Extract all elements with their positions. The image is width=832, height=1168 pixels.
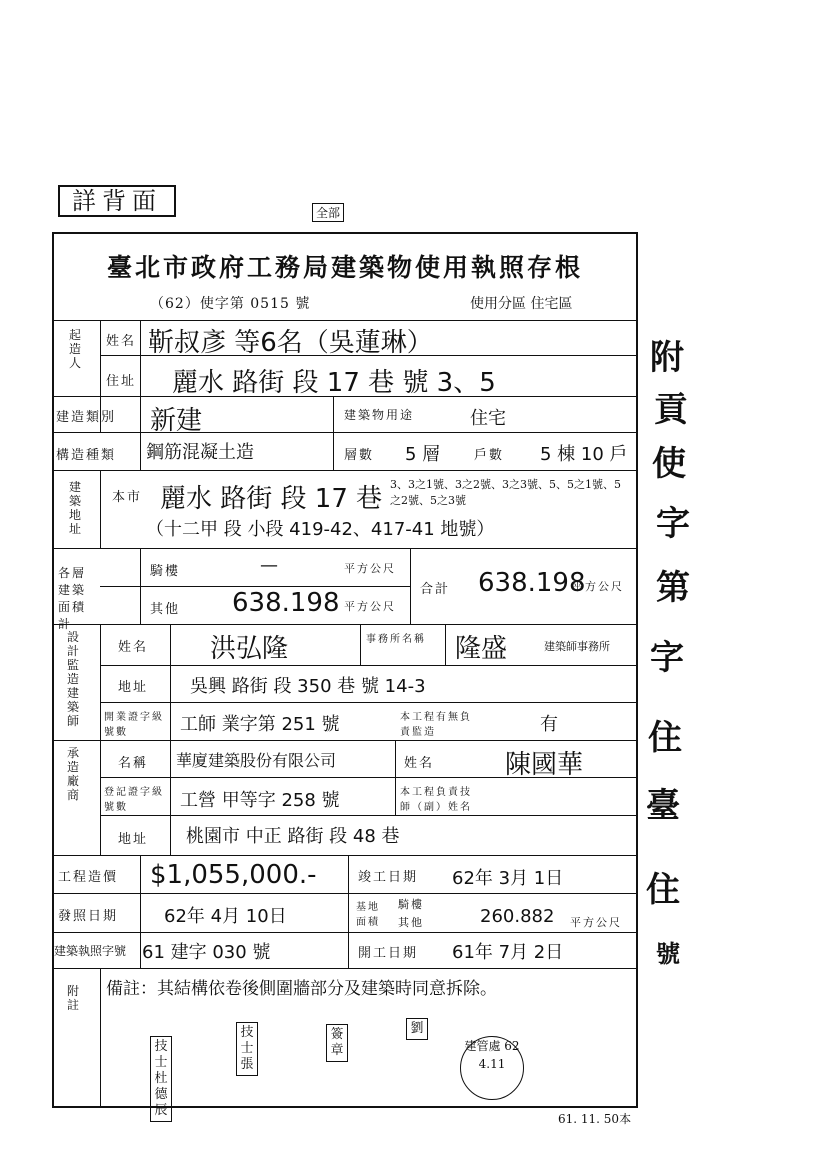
permit-value: 61 建字 030 號 (142, 942, 271, 963)
side-char-3: 使 (652, 444, 686, 484)
total-value: 638.198 (478, 568, 586, 598)
other-unit: 平方公尺 (344, 600, 396, 613)
corner-mark: 全部 (312, 203, 344, 222)
cost-label: 工程造價 (58, 870, 119, 885)
form-title: 臺北市政府工務局建築物使用執照存根 (106, 253, 583, 282)
office-value: 隆盛 (455, 634, 508, 664)
round-seal: 建管處 62 4.11 (460, 1036, 524, 1100)
seal-2: 技士張 (236, 1022, 258, 1076)
build-type-value: 新建 (150, 406, 203, 436)
permit-label: 建築執照字號 (54, 944, 127, 958)
designer-address: 吳興 路街 段 350 巷 號 14-3 (190, 676, 426, 697)
contractor-name: 華廈建築股份有限公司 (176, 751, 337, 770)
contractor-section: 承造廠商 (66, 746, 79, 802)
build-type-label: 建造類別 (56, 410, 117, 425)
arcade-value: — (260, 555, 278, 576)
site-numbers: 3、3之1號、3之2號、3之3號、5、5之1號、5之2號、5之3號 (390, 478, 621, 507)
floors-label: 層數 (344, 448, 375, 463)
seal-1: 技士杜德辰 (150, 1036, 172, 1122)
footer-code: 61. 11. 50本 (558, 1112, 632, 1126)
note-value: 備註：其結構依卷後側圍牆部分及建築時同意拆除。 (106, 979, 497, 999)
households-label: 戶數 (474, 448, 505, 463)
other-value: 638.198 (232, 588, 340, 618)
person-label: 姓名 (404, 756, 435, 771)
arcade-unit: 平方公尺 (344, 562, 396, 575)
open-label: 開工日期 (358, 946, 419, 961)
contractor-address: 桃園市 中正 路街 段 48 巷 (186, 826, 400, 847)
site-road: 麗水 路街 段 17 巷 (160, 484, 383, 514)
base-unit: 平方公尺 (570, 916, 622, 929)
total-label: 合計 (420, 582, 451, 597)
other-label: 其他 (150, 602, 181, 617)
construct-value: 鋼筋混凝土造 (146, 442, 254, 463)
note-section: 附註 (66, 984, 79, 1012)
site-section: 建築地址 (68, 480, 81, 536)
households-value: 5 棟 10 戶 (540, 444, 628, 465)
address-label: 住址 (106, 374, 137, 389)
site-plot: （十二甲 段 小段 419-42、417-41 地號） (146, 519, 495, 540)
supervise-label: 本工程有無負責監造 (400, 712, 472, 738)
license-number: （62）使字第 0515 號 (150, 296, 311, 312)
finish-label: 竣工日期 (358, 870, 419, 885)
side-char-5: 第 (656, 568, 690, 608)
cert-value: 工師 業字第 251 號 (180, 714, 340, 735)
designer-address-label: 地址 (118, 680, 149, 695)
designer-name: 洪弘隆 (210, 634, 289, 664)
name-label: 姓名 (106, 334, 137, 349)
side-char-10: 號 (656, 939, 680, 968)
side-char-2: 貢 (654, 390, 688, 430)
office-label: 事務所名稱 (366, 634, 426, 645)
seal-3: 簽章 (326, 1024, 348, 1062)
open-value: 61年 7月 2日 (452, 942, 564, 963)
back-side-label: 詳背面 (58, 185, 176, 217)
side-char-9: 住 (646, 870, 680, 910)
side-char-4: 字 (656, 504, 690, 544)
designer-name-label: 姓名 (118, 640, 149, 655)
applicant-name: 靳叔彥 等6名（吳蓮琳） (148, 328, 433, 358)
tech-label: 本工程負責技師（副）姓名 (400, 787, 472, 813)
use-value: 住宅 (470, 408, 506, 429)
reg-value: 工營 甲等字 258 號 (180, 790, 340, 811)
base-other: 其他 (398, 916, 424, 929)
use-label: 建築物用途 (344, 408, 415, 422)
side-char-6: 字 (650, 638, 684, 678)
seal-4: 劉 (406, 1018, 428, 1040)
finish-value: 62年 3月 1日 (452, 868, 564, 889)
contractor-address-label: 地址 (118, 832, 149, 847)
applicant-address: 麗水 路街 段 17 巷 號 3、5 (172, 368, 496, 398)
contractor-name-label: 名稱 (118, 756, 149, 771)
base-label: 基地面積 (356, 902, 380, 928)
cost-value: $1,055,000.- (150, 860, 317, 890)
cert-label: 開業證字級號數 (104, 712, 164, 738)
total-unit: 平方公尺 (572, 580, 624, 593)
supervise-value: 有 (540, 714, 558, 735)
side-char-1: 附 (650, 338, 684, 378)
office-suffix: 建築師事務所 (544, 640, 610, 653)
designer-section: 設計監造建築師 (66, 630, 79, 728)
person-value: 陳國華 (505, 750, 584, 780)
construct-label: 構造種類 (56, 448, 117, 463)
reg-label: 登記證字級號數 (104, 787, 164, 813)
base-value: 260.882 (480, 906, 555, 927)
side-char-8: 臺 (646, 786, 680, 826)
base-arcade: 騎樓 (398, 898, 424, 911)
floors-value: 5 層 (405, 444, 441, 465)
area-section: 各層建築面積計 (58, 566, 87, 631)
issue-label: 發照日期 (58, 909, 119, 924)
arcade-label: 騎樓 (150, 564, 181, 579)
zone: 使用分區 住宅區 (470, 296, 573, 312)
side-char-7: 住 (648, 718, 682, 758)
site-city: 本市 (112, 490, 143, 505)
applicant-section: 起造人 (68, 328, 81, 370)
issue-value: 62年 4月 10日 (164, 906, 287, 927)
